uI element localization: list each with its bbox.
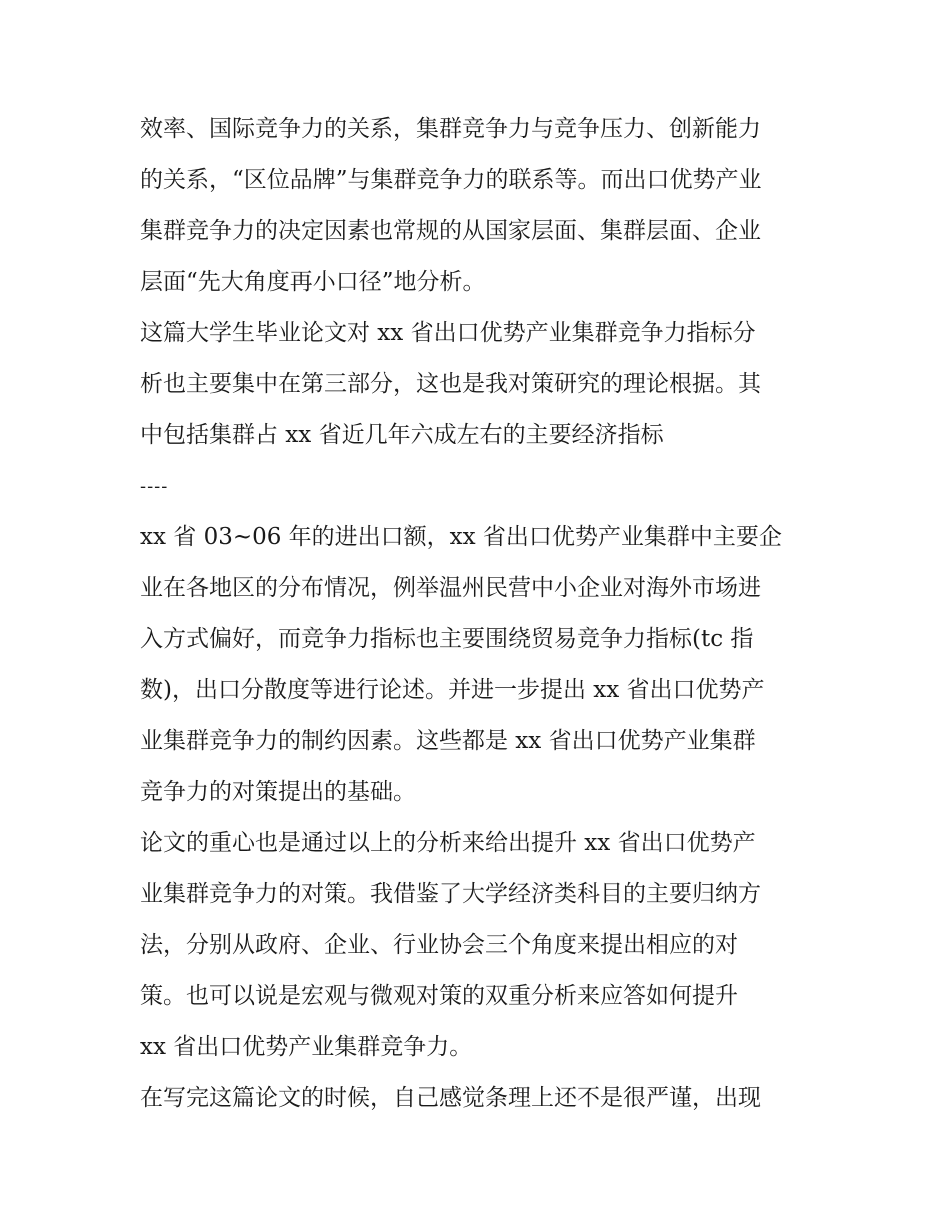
text-line: 论文的重心也是通过以上的分析来给出提升 xx 省出口优势产 xyxy=(140,830,756,856)
text-line: 策。也可以说是宏观与微观对策的双重分析来应答如何提升 xyxy=(140,983,738,1009)
text-line: 法，分别从政府、企业、行业协会三个角度来提出相应的对 xyxy=(140,932,738,958)
text-line: 业在各地区的分布情况，例举温州民营中小企业对海外市场进 xyxy=(140,575,761,601)
text-line: 中包括集群占 xx 省近几年六成左右的主要经济指标 xyxy=(140,422,664,448)
text-line: 这篇大学生毕业论文对 xx 省出口优势产业集群竞争力指标分 xyxy=(140,320,756,346)
text-line: 集群竞争力的决定因素也常规的从国家层面、集群层面、企业 xyxy=(140,218,761,244)
text-line: 竞争力的对策提出的基础。 xyxy=(140,779,416,805)
text-line: 的关系，“区位品牌”与集群竞争力的联系等。而出口优势产业 xyxy=(140,167,762,193)
body-text xyxy=(140,104,820,1124)
text-line: 数)，出口分散度等进行论述。并进一步提出 xx 省出口优势产 xyxy=(140,677,765,703)
text-line: 层面“先大角度再小口径”地分析。 xyxy=(140,269,486,295)
text-line: 在写完这篇论文的时候，自己感觉条理上还不是很严谨，出现 xyxy=(140,1085,761,1111)
text-line: 析也主要集中在第三部分，这也是我对策研究的理论根据。其 xyxy=(140,371,761,397)
text-line: 效率、国际竞争力的关系，集群竞争力与竞争压力、创新能力 xyxy=(140,116,761,142)
text-line: 业集群竞争力的制约因素。这些都是 xx 省出口优势产业集群 xyxy=(140,728,756,754)
text-line: xx 省 03~06 年的进出口额，xx 省出口优势产业集群中主要企 xyxy=(140,524,782,550)
text-line: xx 省出口优势产业集群竞争力。 xyxy=(140,1034,473,1060)
separator-line: ---- xyxy=(140,476,169,497)
text-line: 入方式偏好，而竞争力指标也主要围绕贸易竞争力指标(tc 指 xyxy=(140,626,754,652)
text-line: 业集群竞争力的对策。我借鉴了大学经济类科目的主要归纳方 xyxy=(140,881,761,907)
